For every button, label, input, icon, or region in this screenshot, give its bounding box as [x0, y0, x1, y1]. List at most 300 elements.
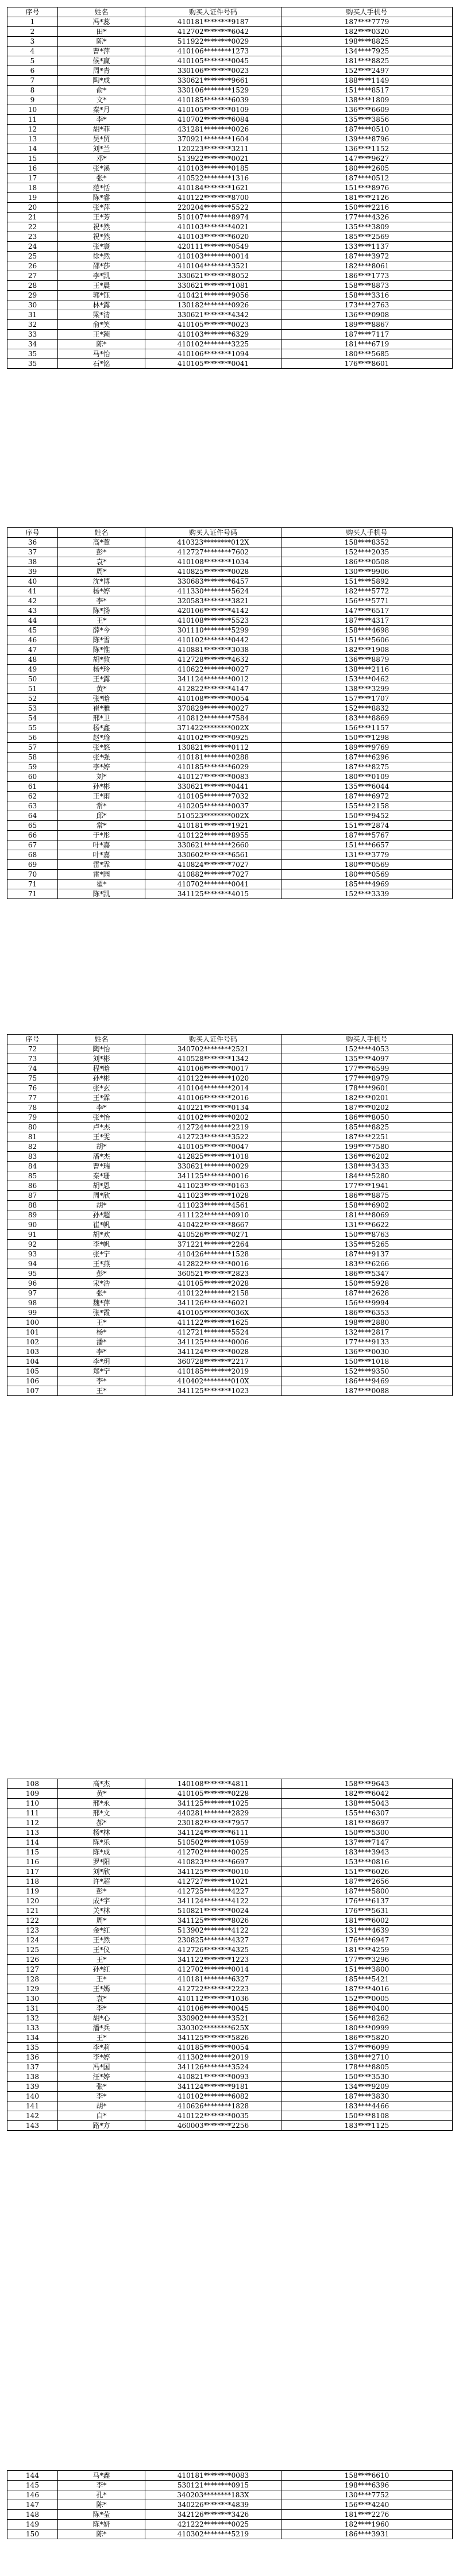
cell-index: 52: [7, 694, 58, 704]
cell-name: 陈*凯: [58, 889, 145, 899]
cell-phone: 150****1018: [281, 1357, 453, 1367]
cell-name: 陈*雪: [58, 635, 145, 645]
cell-id-number: 341125********1023: [145, 1386, 281, 1396]
cell-name: 李*帆: [58, 1240, 145, 1250]
cell-name: 林*露: [58, 300, 145, 310]
cell-index: 5: [7, 56, 58, 66]
cell-index: 11: [7, 115, 58, 125]
cell-id-number: 410323********012X: [145, 538, 281, 547]
cell-index: 138: [7, 2072, 58, 2082]
cell-id-number: 410103********0185: [145, 164, 281, 173]
cell-id-number: 410105********0228: [145, 1789, 281, 1799]
cell-id-number: 410102********0442: [145, 635, 281, 645]
cell-index: 3: [7, 37, 58, 47]
cell-id-number: 340702********2521: [145, 1044, 281, 1054]
cell-id-number: 411023********1028: [145, 1191, 281, 1201]
cell-id-number: 410104********2014: [145, 1083, 281, 1093]
cell-phone: 138****5043: [281, 1799, 453, 1808]
table-row: [7, 1867, 453, 1877]
cell-phone: 152****8832: [281, 704, 453, 714]
table-row: [7, 1376, 453, 1386]
cell-name: 王*雨: [58, 792, 145, 801]
cell-name: 陶*成: [58, 76, 145, 86]
table-row: [7, 1181, 453, 1191]
cell-phone: 182****0320: [281, 27, 453, 37]
cell-id-number: 410402********010X: [145, 1376, 281, 1386]
cell-index: 72: [7, 1044, 58, 1054]
table-row: [7, 1074, 453, 1083]
cell-index: 150: [7, 2529, 58, 2539]
cell-id-number: 410181********0083: [145, 2471, 281, 2481]
cell-name: 胡*欢: [58, 1230, 145, 1240]
table-row: [7, 1123, 453, 1132]
cell-id-number: 510107********8974: [145, 213, 281, 222]
cell-name: 郭*钰: [58, 291, 145, 300]
table-row: [7, 330, 453, 340]
cell-phone: 133****1137: [281, 242, 453, 252]
cell-phone: 136****6202: [281, 1152, 453, 1162]
cell-index: 66: [7, 831, 58, 840]
cell-id-number: 341126********6021: [145, 1298, 281, 1308]
header-id-number: 购买人证件号码: [145, 7, 281, 17]
cell-name: 陈*妍: [58, 2520, 145, 2529]
cell-id-number: 510523********002X: [145, 811, 281, 821]
table-body: [7, 1044, 453, 1396]
cell-index: 70: [7, 870, 58, 880]
cell-name: 王*燕: [58, 1259, 145, 1269]
table-row: [7, 2014, 453, 2023]
cell-phone: 186****1773: [281, 271, 453, 281]
cell-phone: 187****0510: [281, 125, 453, 134]
table-row: [7, 2023, 453, 2033]
cell-phone: 155****2158: [281, 801, 453, 811]
cell-name: 翟*: [58, 880, 145, 889]
cell-id-number: 410881********3038: [145, 645, 281, 655]
cell-index: 46: [7, 635, 58, 645]
cell-phone: 180****0109: [281, 772, 453, 782]
cell-phone: 135****3856: [281, 115, 453, 125]
cell-name: 李*婷: [58, 762, 145, 772]
cell-index: 114: [7, 1838, 58, 1848]
table-row: [7, 2500, 453, 2510]
cell-name: 陈*睿: [58, 193, 145, 203]
cell-id-number: 410103********6329: [145, 330, 281, 340]
header-index: 序号: [7, 1035, 58, 1044]
cell-phone: 198****6396: [281, 2481, 453, 2490]
cell-name: 范*恬: [58, 183, 145, 193]
cell-name: 潘*杰: [58, 1152, 145, 1162]
cell-id-number: 130182********0926: [145, 300, 281, 310]
cell-phone: 186****8050: [281, 1113, 453, 1123]
cell-phone: 176****5631: [281, 1906, 453, 1916]
cell-index: 13: [7, 134, 58, 144]
cell-phone: 177****9133: [281, 1337, 453, 1347]
cell-name: 曹*萍: [58, 47, 145, 56]
cell-id-number: 341125********0006: [145, 1337, 281, 1347]
cell-index: 58: [7, 753, 58, 762]
cell-id-number: 330621********4342: [145, 310, 281, 320]
table-row: [7, 880, 453, 889]
cell-name: 李*莉: [58, 2043, 145, 2053]
cell-phone: 183****4466: [281, 2101, 453, 2111]
cell-name: 秦*珊: [58, 1171, 145, 1181]
cell-index: 78: [7, 1103, 58, 1113]
cell-name: 潘*: [58, 1337, 145, 1347]
table-row: [7, 105, 453, 115]
table-row: [7, 1789, 453, 1799]
table-row: [7, 183, 453, 193]
table-row: [7, 2121, 453, 2131]
table-row: [7, 860, 453, 870]
cell-id-number: 410105********0023: [145, 320, 281, 330]
cell-name: 王*芳: [58, 213, 145, 222]
cell-id-number: 410528********1342: [145, 1054, 281, 1064]
cell-phone: 189****8867: [281, 320, 453, 330]
cell-phone: 181****2126: [281, 193, 453, 203]
cell-index: 93: [7, 1250, 58, 1259]
table-row: [7, 1152, 453, 1162]
purchaser-table-4: [7, 1779, 453, 2131]
cell-name: 崔*帆: [58, 1220, 145, 1230]
cell-index: 135: [7, 2043, 58, 2053]
cell-id-number: 410105********0041: [145, 359, 281, 369]
cell-phone: 176****8601: [281, 359, 453, 369]
table-row: [7, 144, 453, 154]
cell-id-number: 341125********0010: [145, 1867, 281, 1877]
table-row: [7, 684, 453, 694]
cell-name: 王*仪: [58, 1945, 145, 1955]
table-row: [7, 232, 453, 242]
cell-phone: 158****8873: [281, 281, 453, 291]
table-row: [7, 17, 453, 27]
cell-name: 石*铭: [58, 359, 145, 369]
cell-id-number: 513902********4122: [145, 1926, 281, 1935]
cell-index: 62: [7, 792, 58, 801]
cell-name: 白*: [58, 2111, 145, 2121]
header-phone: 购买人手机号: [281, 528, 453, 538]
cell-id-number: 412702********6042: [145, 27, 281, 37]
cell-name: 刘*欣: [58, 1867, 145, 1877]
cell-index: 20: [7, 203, 58, 213]
cell-name: 王*: [58, 616, 145, 626]
header-name: 姓名: [58, 528, 145, 538]
cell-index: 34: [7, 340, 58, 349]
cell-name: 王*露: [58, 674, 145, 684]
cell-index: 42: [7, 596, 58, 606]
table-row: [7, 645, 453, 655]
table-row: [7, 1367, 453, 1376]
cell-id-number: 510502********1059: [145, 1838, 281, 1848]
table-row: [7, 2033, 453, 2043]
purchaser-table-3: [7, 1034, 453, 1396]
cell-index: 30: [7, 300, 58, 310]
cell-phone: 139****8796: [281, 134, 453, 144]
cell-phone: 182****6042: [281, 1789, 453, 1799]
cell-name: 李*: [58, 1376, 145, 1386]
table-body: [7, 17, 453, 369]
cell-index: 2: [7, 27, 58, 37]
cell-name: 陈*: [58, 340, 145, 349]
cell-index: 9: [7, 95, 58, 105]
cell-index: 92: [7, 1240, 58, 1250]
table-row: [7, 1113, 453, 1123]
cell-index: 81: [7, 1132, 58, 1142]
table-row: [7, 154, 453, 164]
cell-name: 周*: [58, 567, 145, 577]
cell-name: 张*晗: [58, 694, 145, 704]
cell-index: 99: [7, 1308, 58, 1318]
table-row: [7, 47, 453, 56]
cell-id-number: 410221********0134: [145, 1103, 281, 1113]
cell-name: 潘*兵: [58, 2023, 145, 2033]
table-header: [7, 528, 453, 538]
header-name: 姓名: [58, 1035, 145, 1044]
cell-id-number: 410102********0202: [145, 1113, 281, 1123]
cell-id-number: 513922********0021: [145, 154, 281, 164]
cell-id-number: 410127********0083: [145, 772, 281, 782]
cell-name: 彭*: [58, 1887, 145, 1896]
cell-phone: 180****0999: [281, 2023, 453, 2033]
table-row: [7, 1220, 453, 1230]
table-row: [7, 213, 453, 222]
cell-index: 49: [7, 665, 58, 674]
header-index: 序号: [7, 7, 58, 17]
cell-index: 122: [7, 1916, 58, 1926]
cell-name: 常*: [58, 821, 145, 831]
cell-name: 胡*心: [58, 2014, 145, 2023]
cell-index: 132: [7, 2014, 58, 2023]
cell-index: 126: [7, 1955, 58, 1965]
cell-id-number: 410105********7032: [145, 792, 281, 801]
purchaser-table-1: [7, 7, 453, 369]
cell-phone: 198****2880: [281, 1318, 453, 1328]
cell-index: 106: [7, 1376, 58, 1386]
cell-index: 102: [7, 1337, 58, 1347]
cell-phone: 156****4240: [281, 2500, 453, 2510]
cell-phone: 185****5421: [281, 1975, 453, 1984]
table-row: [7, 1337, 453, 1347]
table-row: [7, 2101, 453, 2111]
table-row: [7, 587, 453, 596]
cell-id-number: 412725********4227: [145, 1887, 281, 1896]
cell-id-number: 410824********7027: [145, 860, 281, 870]
cell-index: 27: [7, 271, 58, 281]
cell-phone: 151****5892: [281, 577, 453, 587]
cell-name: 王*: [58, 1975, 145, 1984]
table-row: [7, 1877, 453, 1887]
cell-index: 63: [7, 801, 58, 811]
table-row: [7, 704, 453, 714]
table-row: [7, 1779, 453, 1789]
cell-name: 张*: [58, 1289, 145, 1298]
cell-id-number: 341124********4122: [145, 1896, 281, 1906]
table-row: [7, 1838, 453, 1848]
cell-index: 21: [7, 213, 58, 222]
cell-id-number: 360521********2823: [145, 1269, 281, 1279]
cell-phone: 131****4639: [281, 1926, 453, 1935]
cell-name: 张*怡: [58, 1113, 145, 1123]
cell-name: 陈*: [58, 2529, 145, 2539]
cell-id-number: 301110********5299: [145, 626, 281, 635]
header-name: 姓名: [58, 7, 145, 17]
cell-phone: 151****2874: [281, 821, 453, 831]
cell-id-number: 120223********3211: [145, 144, 281, 154]
cell-phone: 181****6002: [281, 1916, 453, 1926]
table-row: [7, 792, 453, 801]
cell-index: 83: [7, 1152, 58, 1162]
table-row: [7, 291, 453, 300]
table-row: [7, 242, 453, 252]
cell-phone: 182****1908: [281, 645, 453, 655]
cell-name: 沈*博: [58, 577, 145, 587]
table-row: [7, 359, 453, 369]
cell-id-number: 412727********7602: [145, 547, 281, 557]
cell-id-number: 341125********5826: [145, 2033, 281, 2043]
cell-index: 96: [7, 1279, 58, 1289]
cell-index: 144: [7, 2471, 58, 2481]
cell-phone: 181****2276: [281, 2510, 453, 2520]
cell-id-number: 410185********0054: [145, 2043, 281, 2053]
cell-name: 冯*蕊: [58, 17, 145, 27]
table-row: [7, 665, 453, 674]
cell-name: 程*晗: [58, 1064, 145, 1074]
cell-name: 关*林: [58, 1906, 145, 1916]
cell-id-number: 130821********0112: [145, 743, 281, 753]
cell-phone: 186****9469: [281, 1376, 453, 1386]
cell-phone: 135****3809: [281, 222, 453, 232]
cell-index: 107: [7, 1386, 58, 1396]
cell-name: 杨*林: [58, 1828, 145, 1838]
cell-id-number: 371422********002X: [145, 723, 281, 733]
cell-index: 60: [7, 772, 58, 782]
table-row: [7, 1269, 453, 1279]
cell-index: 94: [7, 1259, 58, 1269]
cell-index: 10: [7, 105, 58, 115]
cell-name: 袁*: [58, 557, 145, 567]
table-row: [7, 203, 453, 213]
cell-id-number: 410882********7027: [145, 870, 281, 880]
cell-phone: 158****6610: [281, 2471, 453, 2481]
table-row: [7, 1945, 453, 1955]
cell-id-number: 341124********0012: [145, 674, 281, 684]
cell-id-number: 230182********7957: [145, 1818, 281, 1828]
cell-id-number: 410106********2016: [145, 1093, 281, 1103]
cell-phone: 186****0400: [281, 2004, 453, 2014]
cell-id-number: 412724********2219: [145, 1123, 281, 1132]
cell-name: 马*怡: [58, 349, 145, 359]
cell-index: 141: [7, 2101, 58, 2111]
table-row: [7, 2490, 453, 2500]
table-row: [7, 782, 453, 792]
table-row: [7, 76, 453, 86]
cell-id-number: 341125********1025: [145, 1799, 281, 1808]
cell-id-number: 371221********2264: [145, 1240, 281, 1250]
cell-name: 高*杰: [58, 1779, 145, 1789]
table-body: [7, 538, 453, 899]
cell-phone: 147****6517: [281, 606, 453, 616]
cell-index: 39: [7, 567, 58, 577]
table-row: [7, 811, 453, 821]
table-row: [7, 281, 453, 291]
cell-phone: 151****8517: [281, 86, 453, 95]
header-id-number: 购买人证件号码: [145, 1035, 281, 1044]
cell-phone: 158****8352: [281, 538, 453, 547]
cell-phone: 156****9994: [281, 1298, 453, 1308]
cell-id-number: 330683********6457: [145, 577, 281, 587]
cell-name: 邵*莎: [58, 261, 145, 271]
cell-id-number: 410122********1020: [145, 1074, 281, 1083]
cell-phone: 131****3779: [281, 850, 453, 860]
table-row: [7, 2004, 453, 2014]
purchaser-table-5: [7, 2470, 453, 2539]
cell-phone: 177****8979: [281, 1074, 453, 1083]
table-row: [7, 115, 453, 125]
cell-id-number: 410181********0288: [145, 753, 281, 762]
table-row: [7, 1906, 453, 1916]
cell-index: 43: [7, 606, 58, 616]
cell-phone: 185****4969: [281, 880, 453, 889]
header-phone: 购买人手机号: [281, 7, 453, 17]
cell-phone: 137****6099: [281, 2043, 453, 2053]
cell-name: 陈*乐: [58, 1838, 145, 1848]
cell-index: 91: [7, 1230, 58, 1240]
cell-index: 35: [7, 359, 58, 369]
cell-id-number: 410108********0054: [145, 694, 281, 704]
cell-id-number: 412722********2223: [145, 1984, 281, 1994]
cell-phone: 177****3296: [281, 1955, 453, 1965]
cell-id-number: 410103********4021: [145, 222, 281, 232]
table-row: [7, 2111, 453, 2121]
cell-name: 郝*: [58, 1818, 145, 1828]
cell-name: 卢*杰: [58, 1123, 145, 1132]
cell-phone: 187****0512: [281, 173, 453, 183]
cell-index: 51: [7, 684, 58, 694]
cell-id-number: 410622********0027: [145, 665, 281, 674]
cell-id-number: 410825********0028: [145, 567, 281, 577]
cell-index: 118: [7, 1877, 58, 1887]
table-row: [7, 567, 453, 577]
table-row: [7, 733, 453, 743]
cell-index: 47: [7, 645, 58, 655]
cell-name: 孙*彬: [58, 782, 145, 792]
cell-phone: 181****8069: [281, 1210, 453, 1220]
cell-index: 143: [7, 2121, 58, 2131]
table-row: [7, 2471, 453, 2481]
cell-name: 王*: [58, 1386, 145, 1396]
cell-name: 王*晨: [58, 281, 145, 291]
cell-phone: 156****8262: [281, 2014, 453, 2023]
cell-phone: 158****6902: [281, 1201, 453, 1210]
cell-name: 张*寰: [58, 242, 145, 252]
cell-name: 赵*瑜: [58, 733, 145, 743]
cell-name: 郑*宁: [58, 1367, 145, 1376]
header-index: 序号: [7, 528, 58, 538]
cell-phone: 189****9769: [281, 743, 453, 753]
cell-index: 44: [7, 616, 58, 626]
table-row: [7, 596, 453, 606]
cell-id-number: 412825********1018: [145, 1152, 281, 1162]
table-row: [7, 1828, 453, 1838]
table-row: [7, 2510, 453, 2520]
table-row: [7, 1064, 453, 1074]
cell-id-number: 411330********5624: [145, 587, 281, 596]
table-row: [7, 271, 453, 281]
cell-phone: 150****2216: [281, 203, 453, 213]
cell-name: 宋*浩: [58, 1279, 145, 1289]
cell-id-number: 410122********8955: [145, 831, 281, 840]
cell-phone: 134****9209: [281, 2082, 453, 2092]
cell-name: 胡*菲: [58, 125, 145, 134]
